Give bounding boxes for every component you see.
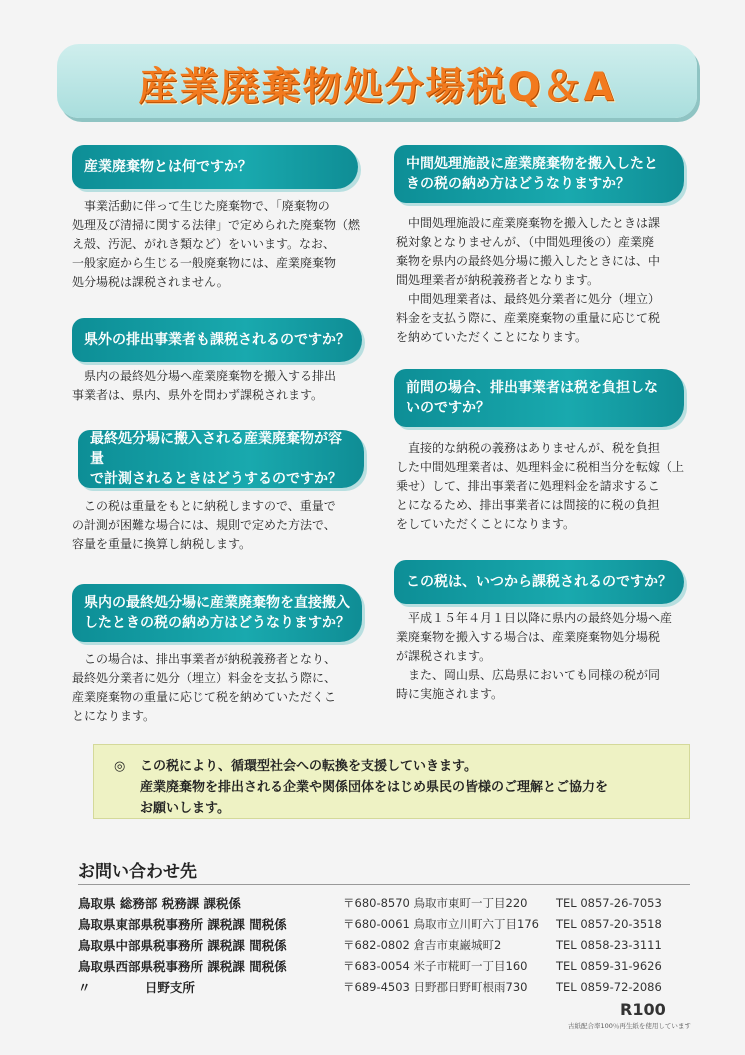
answer-text: 直接的な納税の義務はありませんが、税を負担 した中間処理業者は、処理料金に税相当分を転嫁（上 乗せ）して、排出事業者に処理料金を請求するこ とになるため、排出事業者には間接的に税の負担 をしていただくことになります。: [396, 441, 685, 531]
notice-box: ◎ この税により、循環型社会への転換を支援していきます。 産業廃棄物を排出される企業や関係団体をはじめ県民の皆様のご理解とご協力を お願いします。: [93, 744, 690, 819]
question-heading: 最終処分場に搬入される産業廃棄物が容量 で計測されるときはどうするのですか？: [78, 430, 364, 488]
question-heading: 県内の最終処分場に産業廃棄物を直接搬入 したときの税の納め方はどうなりますか？: [72, 584, 362, 642]
page-title: 産業廃棄物処分場税Q＆A: [138, 65, 616, 110]
contact-row: 〃 日野支所 〒689-4503 日野郡日野町根雨730 TEL 0859-72-2086: [78, 980, 662, 995]
answer-text: 県内の最終処分場へ産業廃棄物を搬入する排出 事業者は、県内、県外を問わず課税されます。: [72, 369, 337, 402]
question-heading: 中間処理施設に産業廃棄物を搬入したと きの税の納め方はどうなりますか？: [394, 145, 684, 203]
title-banner: [57, 44, 697, 118]
question-heading: 県外の排出事業者も課税されるのですか？: [72, 318, 362, 362]
answer-text: 事業活動に伴って生じた廃棄物で、「廃棄物の 処理及び清掃に関する法律」で定められた廃棄物（燃 え殻、汚泥、がれき類など）をいいます。なお、 一般家庭から生じる一般廃棄物には、産業廃棄物 処分場税は課税されません。: [72, 199, 361, 289]
question-heading: 産業廃棄物とは何ですか？: [72, 145, 358, 189]
contact-row: 鳥取県東部県税事務所 課税課 間税係 〒680-0061 鳥取市立川町六丁目176 TEL 0857-20-3518: [78, 917, 662, 932]
answer-text: 平成１５年４月１日以降に県内の最終処分場へ産 業廃棄物を搬入する場合は、産業廃棄物処分場税 が課税されます。 また、岡山県、広島県においても同様の税が同 時に実施されます。: [396, 611, 673, 701]
contact-row: 鳥取県中部県税事務所 課税課 間税係 〒682-0802 倉吉市東巌城町2 TEL 0858-23-3111: [78, 938, 662, 953]
answer-text: 中間処理施設に産業廃棄物を搬入したときは課 税対象となりませんが、（中間処理後の）産業廃 棄物を県内の最終処分場に搬入したときには、中 間処理業者が納税義務者となります。 中間処理業者は、最終処分業者に処分（埋立） 料金を支払う際に、産業廃棄物の重量に応じて税 を納めていただくことになります。: [396, 216, 661, 344]
answer-text: この場合は、排出事業者が納税義務者となり、 最終処分業者に処分（埋立）料金を支払う際に、 産業廃棄物の重量に応じて税を納めていただくこ とになります。: [72, 652, 337, 723]
recycle-note: 古紙配合率100％再生紙を使用しています: [568, 1022, 691, 1030]
contact-row: 鳥取県 総務部 税務課 課税係 〒680-8570 鳥取市東町一丁目220 TEL 0857-26-7053: [78, 896, 662, 911]
double-circle-icon: ◎: [114, 759, 126, 774]
contact-row: 鳥取県西部県税事務所 課税課 間税係 〒683-0054 米子市糀町一丁目160 TEL 0859-31-9626: [78, 959, 662, 974]
question-heading: 前問の場合、排出事業者は税を負担しな いのですか？: [394, 369, 684, 427]
recycle-logo: R100: [620, 1000, 666, 1019]
divider: [78, 884, 690, 885]
contact-title: お問い合わせ先: [78, 862, 197, 882]
answer-text: この税は重量をもとに納税しますので、重量で の計測が困難な場合には、規則で定めた方法で、 容量を重量に換算し納税します。: [72, 499, 336, 551]
question-heading: この税は、いつから課税されるのですか？: [394, 560, 684, 604]
